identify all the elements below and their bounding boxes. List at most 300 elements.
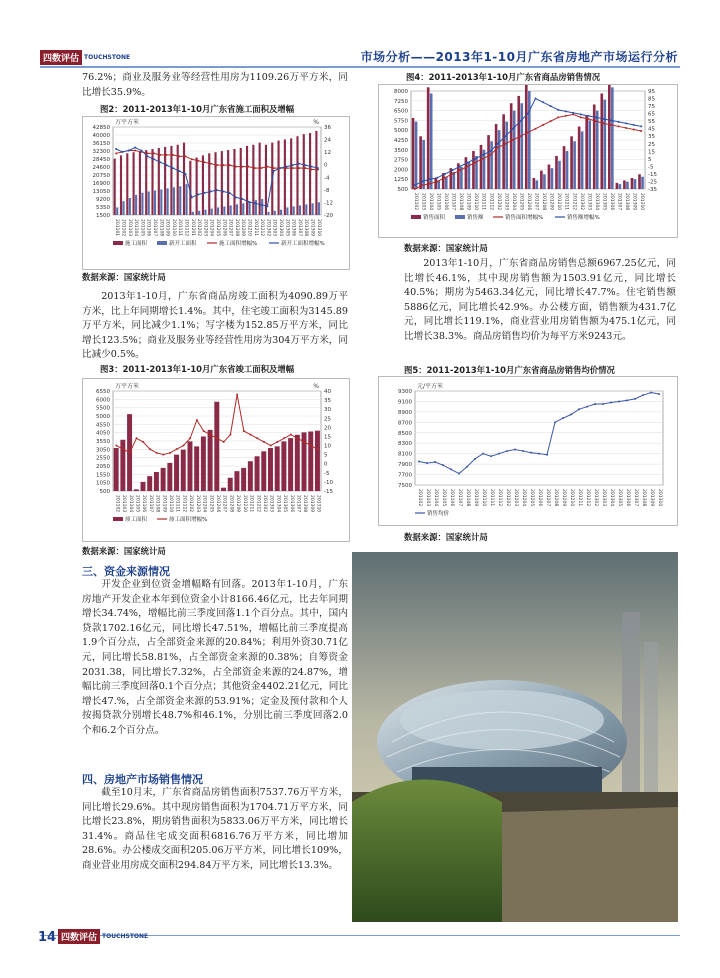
bar: [533, 178, 536, 189]
data-point: [434, 461, 436, 463]
y-tick-label: 42850: [92, 125, 110, 131]
data-point: [414, 188, 416, 190]
bar: [114, 159, 116, 215]
data-point: [633, 124, 635, 126]
x-tick-label: 201308: [641, 489, 646, 507]
x-tick-label: 201306: [625, 489, 630, 507]
bar: [303, 134, 305, 215]
x-tick-label: 201309: [649, 489, 654, 507]
legend-label: 施工面积增幅%: [219, 241, 258, 247]
y2-tick-label: 5: [324, 452, 328, 459]
y-tick-label: 2550: [96, 455, 110, 462]
data-point: [595, 120, 597, 122]
bar: [202, 155, 204, 215]
bar: [122, 201, 124, 215]
legend-label: 竣工面积增幅%: [169, 517, 208, 523]
bar: [555, 156, 558, 189]
y-tick-label: 6500: [394, 108, 408, 115]
data-point: [166, 164, 168, 166]
bar: [563, 146, 566, 189]
data-point: [303, 441, 305, 443]
y2-tick-label: -35: [648, 187, 657, 193]
bar: [299, 205, 301, 215]
y-axis-unit: 万平方米: [115, 119, 140, 126]
bar: [141, 193, 143, 215]
data-point: [506, 450, 508, 452]
x-tick-label: 201103: [126, 219, 132, 237]
bar: [616, 183, 619, 189]
footer-logo-mark: 四数评估: [58, 929, 100, 944]
legend-label: 销售额增幅%: [567, 215, 600, 221]
bar: [217, 208, 219, 215]
bar: [167, 188, 169, 215]
bar: [308, 431, 313, 491]
y-tick-label: 8900: [398, 409, 412, 416]
data-point: [565, 115, 567, 117]
x-tick-label: 201302: [261, 495, 267, 513]
x-tick-label: 201203: [513, 489, 518, 507]
legend-label: 销售面积: [423, 215, 446, 221]
legend-swatch: [157, 241, 167, 245]
data-point: [610, 401, 612, 403]
bar: [558, 161, 561, 189]
bar: [141, 482, 146, 491]
legend-label: 销售额: [467, 215, 484, 221]
x-tick-label: 201112: [488, 193, 494, 211]
bar: [248, 461, 253, 491]
bar: [177, 145, 179, 215]
y-tick-label: 2050: [96, 464, 110, 470]
bar: [570, 136, 573, 189]
data-point: [570, 414, 572, 416]
data-point: [625, 122, 627, 124]
y2-tick-label: 25: [648, 141, 655, 148]
x-tick-label: 201109: [164, 219, 170, 237]
x-tick-label: 201202: [505, 489, 510, 507]
data-point: [241, 166, 243, 168]
data-point: [557, 109, 559, 111]
bar: [498, 130, 501, 189]
data-point: [418, 461, 420, 463]
x-tick-label: 201306: [290, 219, 296, 237]
x-tick-label: 201207: [227, 219, 233, 237]
data-point: [610, 119, 612, 121]
x-tick-label: 201112: [181, 495, 187, 513]
y2-tick-label: 0: [324, 461, 328, 468]
data-point: [236, 394, 238, 396]
data-point: [587, 118, 589, 120]
y-tick-label: 6550: [96, 389, 110, 395]
bar: [194, 446, 199, 491]
bar: [154, 472, 159, 491]
x-tick-label: 201304: [593, 193, 599, 211]
data-point: [147, 152, 149, 154]
data-point: [248, 166, 250, 168]
data-point: [235, 166, 237, 168]
bar: [139, 151, 141, 215]
x-tick-label: 201208: [228, 495, 234, 513]
y-tick-label: 9300: [398, 389, 412, 395]
data-point: [159, 154, 161, 156]
bar: [472, 151, 475, 189]
x-tick-label: 201207: [221, 495, 227, 513]
data-point: [260, 167, 262, 169]
bar: [114, 448, 119, 491]
data-point: [197, 160, 199, 162]
bar: [623, 180, 626, 189]
bar: [543, 174, 546, 189]
x-tick-label: 201109: [161, 495, 167, 513]
data-point: [554, 421, 556, 423]
bar: [158, 148, 160, 215]
y-tick-label: 5500: [96, 405, 110, 412]
data-point: [497, 147, 499, 149]
y-tick-label: 8300: [398, 441, 412, 448]
y-tick-label: 9100: [398, 399, 412, 406]
data-point: [159, 161, 161, 163]
data-point: [273, 167, 275, 169]
bar: [234, 471, 239, 491]
bar: [201, 436, 206, 491]
data-point: [565, 110, 567, 112]
x-tick-label: 201107: [457, 489, 462, 507]
x-tick-label: 201205: [215, 219, 220, 237]
y-tick-label: 4550: [96, 422, 110, 429]
data-point: [586, 406, 588, 408]
data-point: [115, 152, 117, 154]
data-point: [266, 166, 268, 168]
x-tick-label: 201105: [134, 495, 140, 513]
legend-label: 销售面积增幅%: [505, 215, 544, 221]
page-number: 14: [38, 930, 57, 945]
paragraph-5: 2013年1-10月，广东省商品房销售总额6967.25亿元，同比增长46.1%，其中现房销售额为1503.91亿元，同比增长40.5%；期房为5463.34亿元，同比增长47.7%。住宅销售额5886亿元，同比增长42.9%。办公楼方面，销售额为431.7亿元，同比增长119.1%，商业营业用房销售额为475.1亿元，同比增长38.3%。商品房销售均价为每平方米9243元。: [404, 258, 676, 342]
data-point: [512, 128, 514, 130]
x-tick-label: 201305: [601, 193, 607, 211]
x-tick-label: 201310: [639, 193, 645, 211]
data-point: [304, 164, 306, 166]
data-point: [602, 122, 604, 124]
x-tick-label: 201308: [303, 219, 309, 237]
x-tick-label: 201106: [442, 193, 448, 211]
bar: [284, 139, 286, 215]
x-tick-label: 201306: [609, 193, 615, 211]
y-tick-label: 32300: [92, 149, 110, 155]
bar: [196, 158, 198, 215]
legend-label: 施工面积: [125, 241, 148, 247]
data-point: [297, 437, 299, 439]
fig5-chart: [378, 376, 678, 526]
bar: [181, 450, 186, 491]
data-point: [594, 403, 596, 405]
data-point: [283, 437, 285, 439]
x-tick-label: 201303: [271, 219, 277, 237]
bar: [265, 145, 267, 215]
bar: [275, 446, 280, 491]
bar: [214, 402, 219, 491]
bar: [638, 174, 641, 189]
y-tick-label: 4050: [96, 430, 110, 437]
data-point: [546, 454, 548, 456]
y2-tick-label: -4: [324, 175, 330, 182]
x-tick-label: 201206: [537, 489, 542, 507]
data-point: [572, 112, 574, 114]
x-tick-label: 201308: [302, 495, 308, 513]
y2-tick-label: -15: [648, 171, 657, 178]
x-tick-label: 201208: [541, 193, 547, 211]
y-tick-label: 2000: [394, 167, 408, 174]
bar: [242, 203, 244, 215]
y-tick-label: 5000: [394, 128, 408, 135]
x-tick-label: 201204: [521, 489, 526, 507]
bar: [274, 211, 276, 215]
data-point: [498, 453, 500, 455]
bar: [261, 199, 263, 215]
bar: [520, 103, 523, 189]
x-tick-label: 201203: [503, 193, 509, 211]
bar: [619, 184, 622, 189]
bar: [198, 211, 200, 215]
y2-tick-label: -5: [324, 470, 330, 477]
x-tick-label: 201107: [151, 219, 157, 237]
data-point: [241, 198, 243, 200]
y2-tick-label: 12: [324, 150, 331, 157]
y-tick-label: 8700: [398, 420, 412, 427]
data-point: [250, 434, 252, 436]
legend-swatch: [411, 215, 421, 219]
stadium-illustration: [352, 552, 678, 922]
bar: [267, 212, 269, 215]
data-point: [184, 173, 186, 175]
data-point: [298, 163, 300, 165]
bar: [536, 180, 539, 189]
fig2-caption: 图2：2011-2013年1-10月广东省施工面积及增幅: [100, 104, 295, 114]
data-point: [436, 177, 438, 179]
y-tick-label: 6000: [96, 397, 110, 404]
bar: [241, 468, 246, 491]
bar: [246, 146, 248, 215]
series-line: [419, 393, 659, 474]
data-point: [229, 434, 231, 436]
x-tick-label: 201201: [189, 219, 195, 237]
bar: [261, 451, 266, 491]
fig4-caption: 图4：2011-2013年1-10月广东省商品房销售情况: [406, 72, 601, 82]
bar: [608, 84, 611, 189]
x-tick-label: 201211: [248, 495, 254, 513]
y2-axis-unit: %: [313, 383, 319, 390]
x-tick-label: 201101: [114, 219, 120, 237]
x-tick-label: 201106: [145, 219, 151, 237]
paragraph-4: 截至10月末，广东省商品房销售面积7537.76万平方米，同比增长29.6%。其中现房销售面积为1704.71万平方米，同比增长23.8%，期房销售面积为5833.06万平方米，同比增长31.4%。商品住宅成交面积6816.76万平方米，同比增加28.6%。办公楼成交面积205.06万平方米，同比增长109%，商业营业用房成交面积294.84万平方米，同比增长13.3%。: [82, 787, 348, 871]
x-tick-label: 201105: [441, 489, 446, 507]
data-point: [538, 453, 540, 455]
bar: [223, 206, 225, 215]
footer-logo-sub: TOUCHSTONE: [102, 933, 149, 940]
data-point: [580, 116, 582, 118]
bar: [295, 435, 300, 491]
data-point: [467, 165, 469, 167]
footer-logo: [58, 929, 148, 944]
x-tick-label: 201105: [139, 219, 145, 237]
y-tick-label: 7700: [398, 472, 412, 479]
data-point: [512, 139, 514, 141]
x-tick-label: 201205: [208, 495, 214, 513]
bar: [208, 153, 210, 215]
bar: [126, 153, 128, 215]
y2-tick-label: -10: [324, 479, 333, 486]
data-point: [134, 149, 136, 151]
data-point: [197, 193, 199, 195]
data-point: [129, 452, 131, 454]
data-point: [270, 445, 272, 447]
data-point: [482, 453, 484, 455]
y-tick-label: 20750: [92, 173, 110, 179]
y2-tick-label: 10: [324, 443, 331, 450]
data-point: [149, 448, 151, 450]
data-point: [172, 154, 174, 156]
bar: [315, 131, 317, 215]
fig5-source: 数据来源：国家统计局: [404, 532, 488, 542]
x-tick-label: 201309: [309, 219, 315, 237]
data-point: [229, 192, 231, 194]
x-tick-label: 201203: [202, 219, 208, 237]
data-point: [562, 417, 564, 419]
y2-tick-label: 0: [324, 162, 328, 169]
y-tick-label: 1550: [96, 472, 110, 479]
data-point: [209, 434, 211, 436]
x-tick-label: 201309: [308, 495, 314, 513]
y2-tick-label: -8: [324, 187, 330, 194]
y-tick-label: 5000: [96, 414, 110, 420]
x-tick-label: 201212: [255, 495, 261, 513]
bar: [230, 205, 232, 215]
data-point: [115, 148, 117, 150]
data-point: [436, 180, 438, 182]
data-point: [189, 437, 191, 439]
data-point: [442, 464, 444, 466]
data-point: [490, 455, 492, 457]
bar: [208, 430, 213, 491]
y-axis-unit: 元/平方米: [417, 383, 444, 390]
bar: [120, 440, 125, 491]
x-tick-label: 201305: [617, 489, 622, 507]
y-tick-label: 500: [99, 489, 110, 495]
data-point: [203, 192, 205, 194]
data-point: [292, 167, 294, 169]
y2-tick-label: 35: [324, 398, 331, 405]
bar: [603, 100, 606, 189]
x-tick-label: 201204: [510, 193, 516, 211]
data-point: [263, 441, 265, 443]
data-point: [429, 178, 431, 180]
data-point: [542, 101, 544, 103]
bar: [211, 209, 213, 215]
data-point: [640, 130, 642, 132]
x-tick-label: 201303: [601, 489, 606, 507]
bar: [227, 150, 229, 215]
data-point: [311, 169, 313, 171]
data-point: [459, 169, 461, 171]
x-tick-label: 201109: [465, 193, 471, 211]
data-point: [519, 135, 521, 137]
x-tick-label: 201207: [545, 489, 550, 507]
x-tick-label: 201105: [435, 193, 441, 211]
bar: [296, 136, 298, 215]
data-point: [429, 183, 431, 185]
fig3-chart: [82, 378, 350, 542]
x-tick-label: 201212: [571, 193, 577, 211]
bar: [233, 149, 235, 215]
data-point: [222, 164, 224, 166]
y-tick-label: 8000: [394, 89, 408, 95]
bar: [145, 150, 147, 215]
y2-tick-label: 36: [324, 125, 331, 131]
bar: [309, 133, 311, 215]
fig5-caption: 图5：2011-2013年1-10月广东省商品房销售均价情况: [404, 365, 615, 375]
legend-label: 销售均价: [427, 511, 450, 517]
x-tick-label: 201308: [624, 193, 630, 211]
y2-tick-label: 35: [648, 134, 655, 141]
bar: [528, 91, 531, 189]
data-point: [210, 163, 212, 165]
y2-tick-label: 20: [324, 425, 331, 432]
data-point: [298, 167, 300, 169]
data-point: [311, 166, 313, 168]
data-point: [203, 161, 205, 163]
data-point: [458, 473, 460, 475]
data-point: [285, 166, 287, 168]
x-tick-label: 201206: [221, 219, 227, 237]
data-point: [266, 205, 268, 207]
data-point: [135, 437, 137, 439]
bar: [228, 478, 233, 491]
data-point: [482, 154, 484, 156]
data-point: [522, 450, 524, 452]
y2-tick-label: 24: [324, 137, 331, 144]
legend-label: 竣工面积: [125, 517, 148, 523]
legend-label: 新开工面积增幅%: [281, 241, 325, 247]
data-point: [169, 452, 171, 454]
bar: [183, 143, 185, 215]
data-point: [459, 165, 461, 167]
y2-tick-label: -15: [324, 489, 333, 495]
data-point: [128, 149, 130, 151]
y-tick-label: 1250: [394, 177, 408, 184]
y-tick-label: 3500: [394, 147, 408, 154]
y2-tick-label: 15: [324, 434, 331, 441]
y-tick-label: 24600: [92, 165, 110, 171]
bar: [540, 171, 543, 189]
x-tick-label: 201111: [177, 219, 183, 237]
x-tick-label: 201104: [127, 495, 133, 513]
bar: [475, 156, 478, 189]
data-point: [550, 105, 552, 107]
bar: [505, 122, 508, 189]
y2-tick-label: 25: [324, 416, 331, 423]
bar: [502, 114, 505, 189]
x-tick-label: 201102: [114, 495, 120, 513]
data-point: [474, 158, 476, 160]
x-tick-label: 201304: [275, 495, 281, 513]
data-point: [633, 128, 635, 130]
bar: [134, 489, 139, 491]
paragraph-1: 76.2%；商业及服务业等经营性用房为1109.26万平方米，同比增长35.9%。: [82, 72, 348, 98]
bar: [631, 178, 634, 189]
data-point: [535, 128, 537, 130]
data-point: [216, 164, 218, 166]
data-point: [618, 125, 620, 127]
bar: [116, 208, 118, 215]
x-tick-label: 201309: [631, 193, 637, 211]
